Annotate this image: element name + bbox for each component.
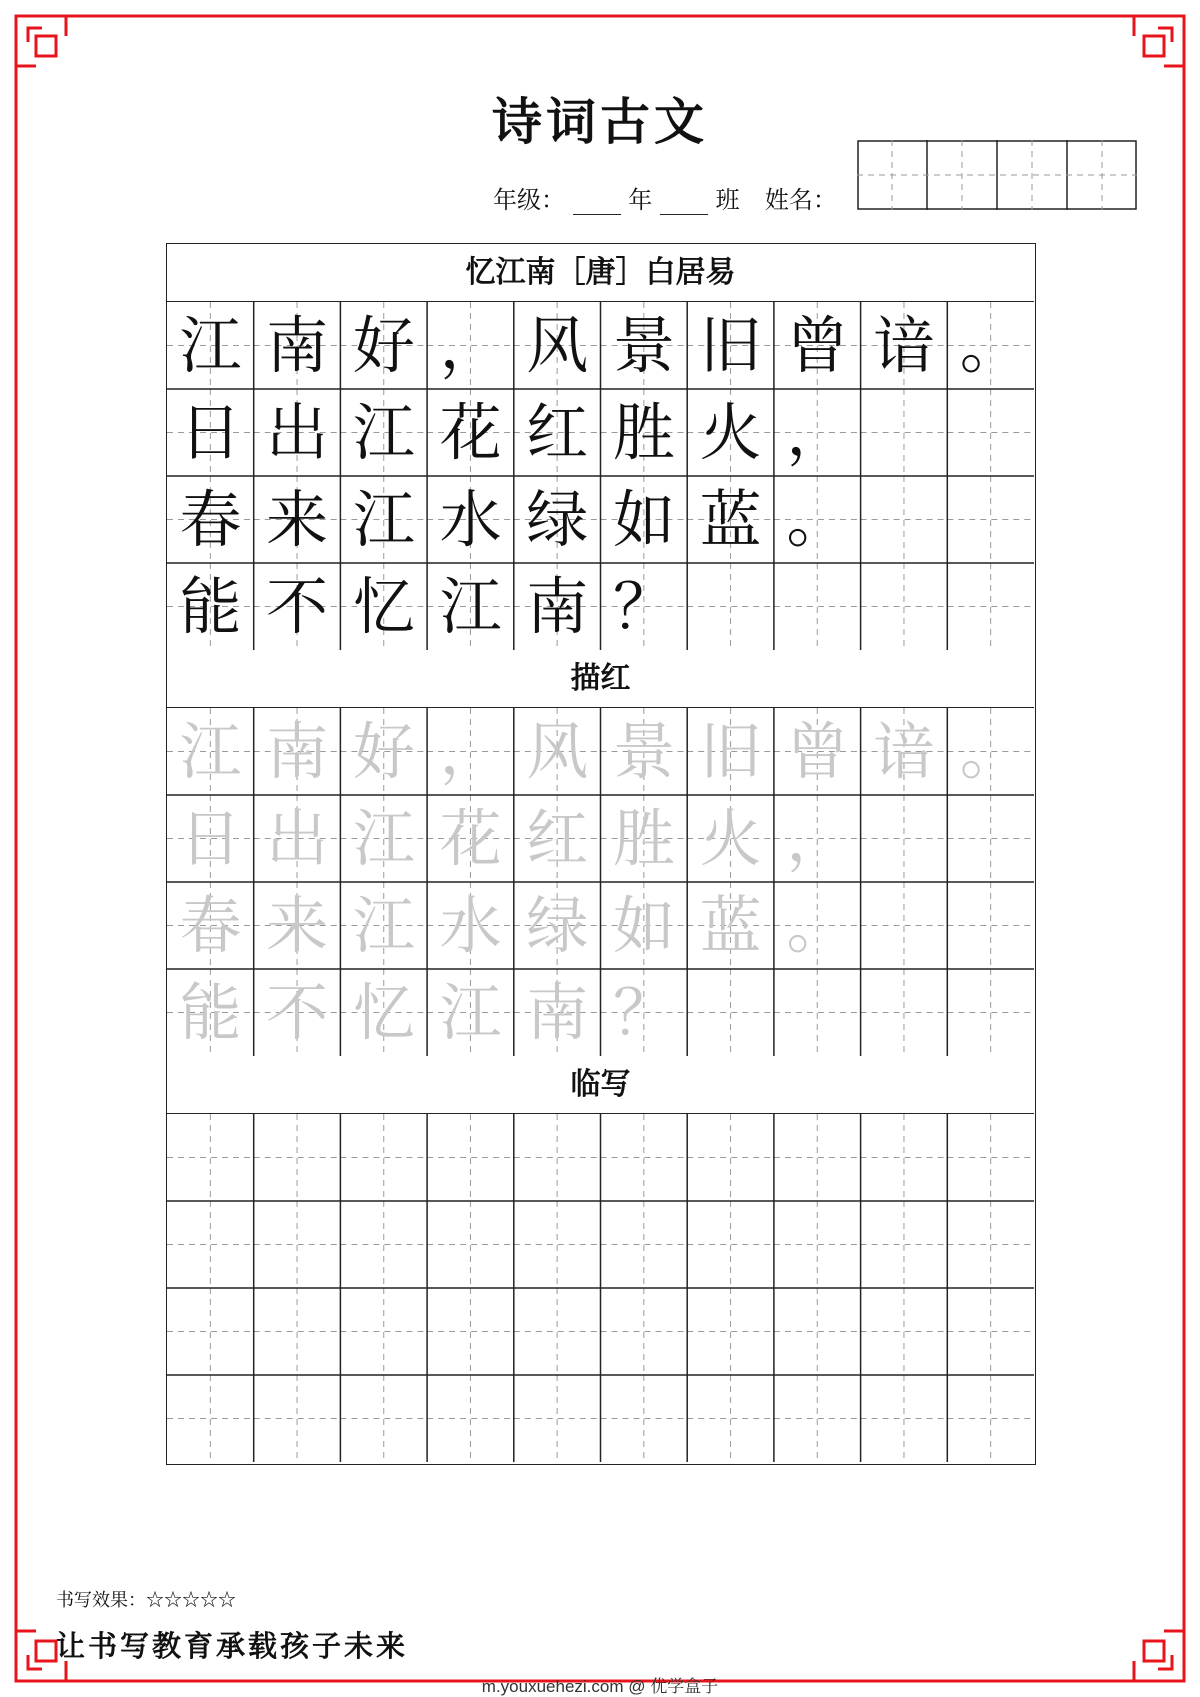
trace-char: 。 xyxy=(786,889,849,962)
student-info-row xyxy=(493,180,837,215)
trace-line xyxy=(167,969,1034,1056)
trace-char: 出 xyxy=(266,802,329,875)
trace-char: 谙 xyxy=(873,715,936,788)
poem-char: 火 xyxy=(699,396,762,469)
poem-char: 江 xyxy=(352,483,415,556)
year-label: 年 xyxy=(628,186,653,214)
trace-char: 江 xyxy=(439,976,502,1049)
trace-line xyxy=(167,708,1034,795)
poem-char: 江 xyxy=(179,309,242,382)
poem-char: 谙 xyxy=(873,309,936,382)
tian-grid-lines xyxy=(167,1114,1034,1462)
grade-blank[interactable] xyxy=(573,193,621,215)
poem-line xyxy=(167,476,1034,563)
poem-char: 南 xyxy=(266,309,329,382)
poem-line xyxy=(167,302,1034,389)
trace-char: 蓝 xyxy=(699,889,762,962)
trace-char: 红 xyxy=(526,802,589,875)
poem-char: 如 xyxy=(612,483,675,556)
poem-char: 日 xyxy=(179,396,242,469)
footer-url: m.youxuehezi.com @ 优学盒子 xyxy=(481,1677,719,1696)
trace-header: 描红 xyxy=(167,650,1034,708)
poem-header: 忆江南［唐］白居易 xyxy=(167,244,1034,302)
trace-char: 江 xyxy=(179,715,242,788)
trace-grid[interactable] xyxy=(167,708,1034,1056)
name-label: 姓名： xyxy=(764,186,837,214)
trace-char: 江 xyxy=(352,889,415,962)
practice-sheet xyxy=(166,243,1036,1465)
trace-line xyxy=(167,882,1034,969)
trace-char: ， xyxy=(439,715,502,788)
poem-char: 。 xyxy=(786,483,849,556)
class-blank[interactable] xyxy=(660,193,708,215)
trace-line xyxy=(167,795,1034,882)
writing-rating: 书写效果：☆☆☆☆☆ xyxy=(56,1590,236,1611)
slogan: 让书写教育承载孩子未来 xyxy=(56,1629,409,1663)
poem-line xyxy=(167,563,1034,650)
poem-char: 蓝 xyxy=(699,483,762,556)
poem-char: 好 xyxy=(352,309,415,382)
poem-char: 忆 xyxy=(352,570,415,643)
poem-char: 风 xyxy=(526,309,589,382)
trace-char: 景 xyxy=(612,715,675,788)
trace-char: 日 xyxy=(179,802,242,875)
poem-char: 红 xyxy=(526,396,589,469)
trace-char: 不 xyxy=(266,976,329,1049)
trace-char: 旧 xyxy=(699,715,762,788)
poem-char: 来 xyxy=(266,483,329,556)
grade-label: 年级： xyxy=(493,186,565,214)
poem-char: 春 xyxy=(179,483,242,556)
poem-char: 景 xyxy=(612,309,675,382)
class-label: 班 xyxy=(715,186,740,214)
poem-char: 江 xyxy=(352,396,415,469)
trace-char: 能 xyxy=(179,976,242,1049)
trace-char: 。 xyxy=(959,715,1022,788)
poem-char: 旧 xyxy=(699,309,762,382)
trace-char: 南 xyxy=(266,715,329,788)
poem-char: 。 xyxy=(959,309,1022,382)
trace-char: 如 xyxy=(612,889,675,962)
poem-char: 曾 xyxy=(786,309,849,382)
trace-char: 胜 xyxy=(612,802,675,875)
poem-char: 绿 xyxy=(526,483,589,556)
poem-char: 花 xyxy=(439,396,502,469)
trace-char: 火 xyxy=(699,802,762,875)
poem-char: 胜 xyxy=(612,396,675,469)
trace-char: 花 xyxy=(439,802,502,875)
poem-char: 能 xyxy=(179,570,242,643)
trace-char: 春 xyxy=(179,889,242,962)
trace-char: 忆 xyxy=(352,976,415,1049)
poem-grid xyxy=(167,302,1034,650)
trace-char: 水 xyxy=(439,889,502,962)
poem-char: 南 xyxy=(526,570,589,643)
page-title: 诗词古文 xyxy=(492,92,708,151)
poem-char: 江 xyxy=(439,570,502,643)
trace-char: 江 xyxy=(352,802,415,875)
poem-line xyxy=(167,389,1034,476)
poem-char: ， xyxy=(786,396,849,469)
trace-char: 风 xyxy=(526,715,589,788)
trace-char: ， xyxy=(786,802,849,875)
trace-char: 绿 xyxy=(526,889,589,962)
trace-char: 来 xyxy=(266,889,329,962)
trace-char: 曾 xyxy=(786,715,849,788)
poem-char: 水 xyxy=(439,483,502,556)
poem-char: 出 xyxy=(266,396,329,469)
trace-char: 好 xyxy=(352,715,415,788)
poem-char: ？ xyxy=(612,570,675,643)
trace-char: ？ xyxy=(612,976,675,1049)
trace-char: 南 xyxy=(526,976,589,1049)
poem-char: ， xyxy=(439,309,502,382)
poem-char: 不 xyxy=(266,570,329,643)
name-writing-grid[interactable] xyxy=(857,140,1137,210)
copy-header: 临写 xyxy=(167,1056,1034,1114)
copy-grid[interactable] xyxy=(167,1114,1034,1462)
